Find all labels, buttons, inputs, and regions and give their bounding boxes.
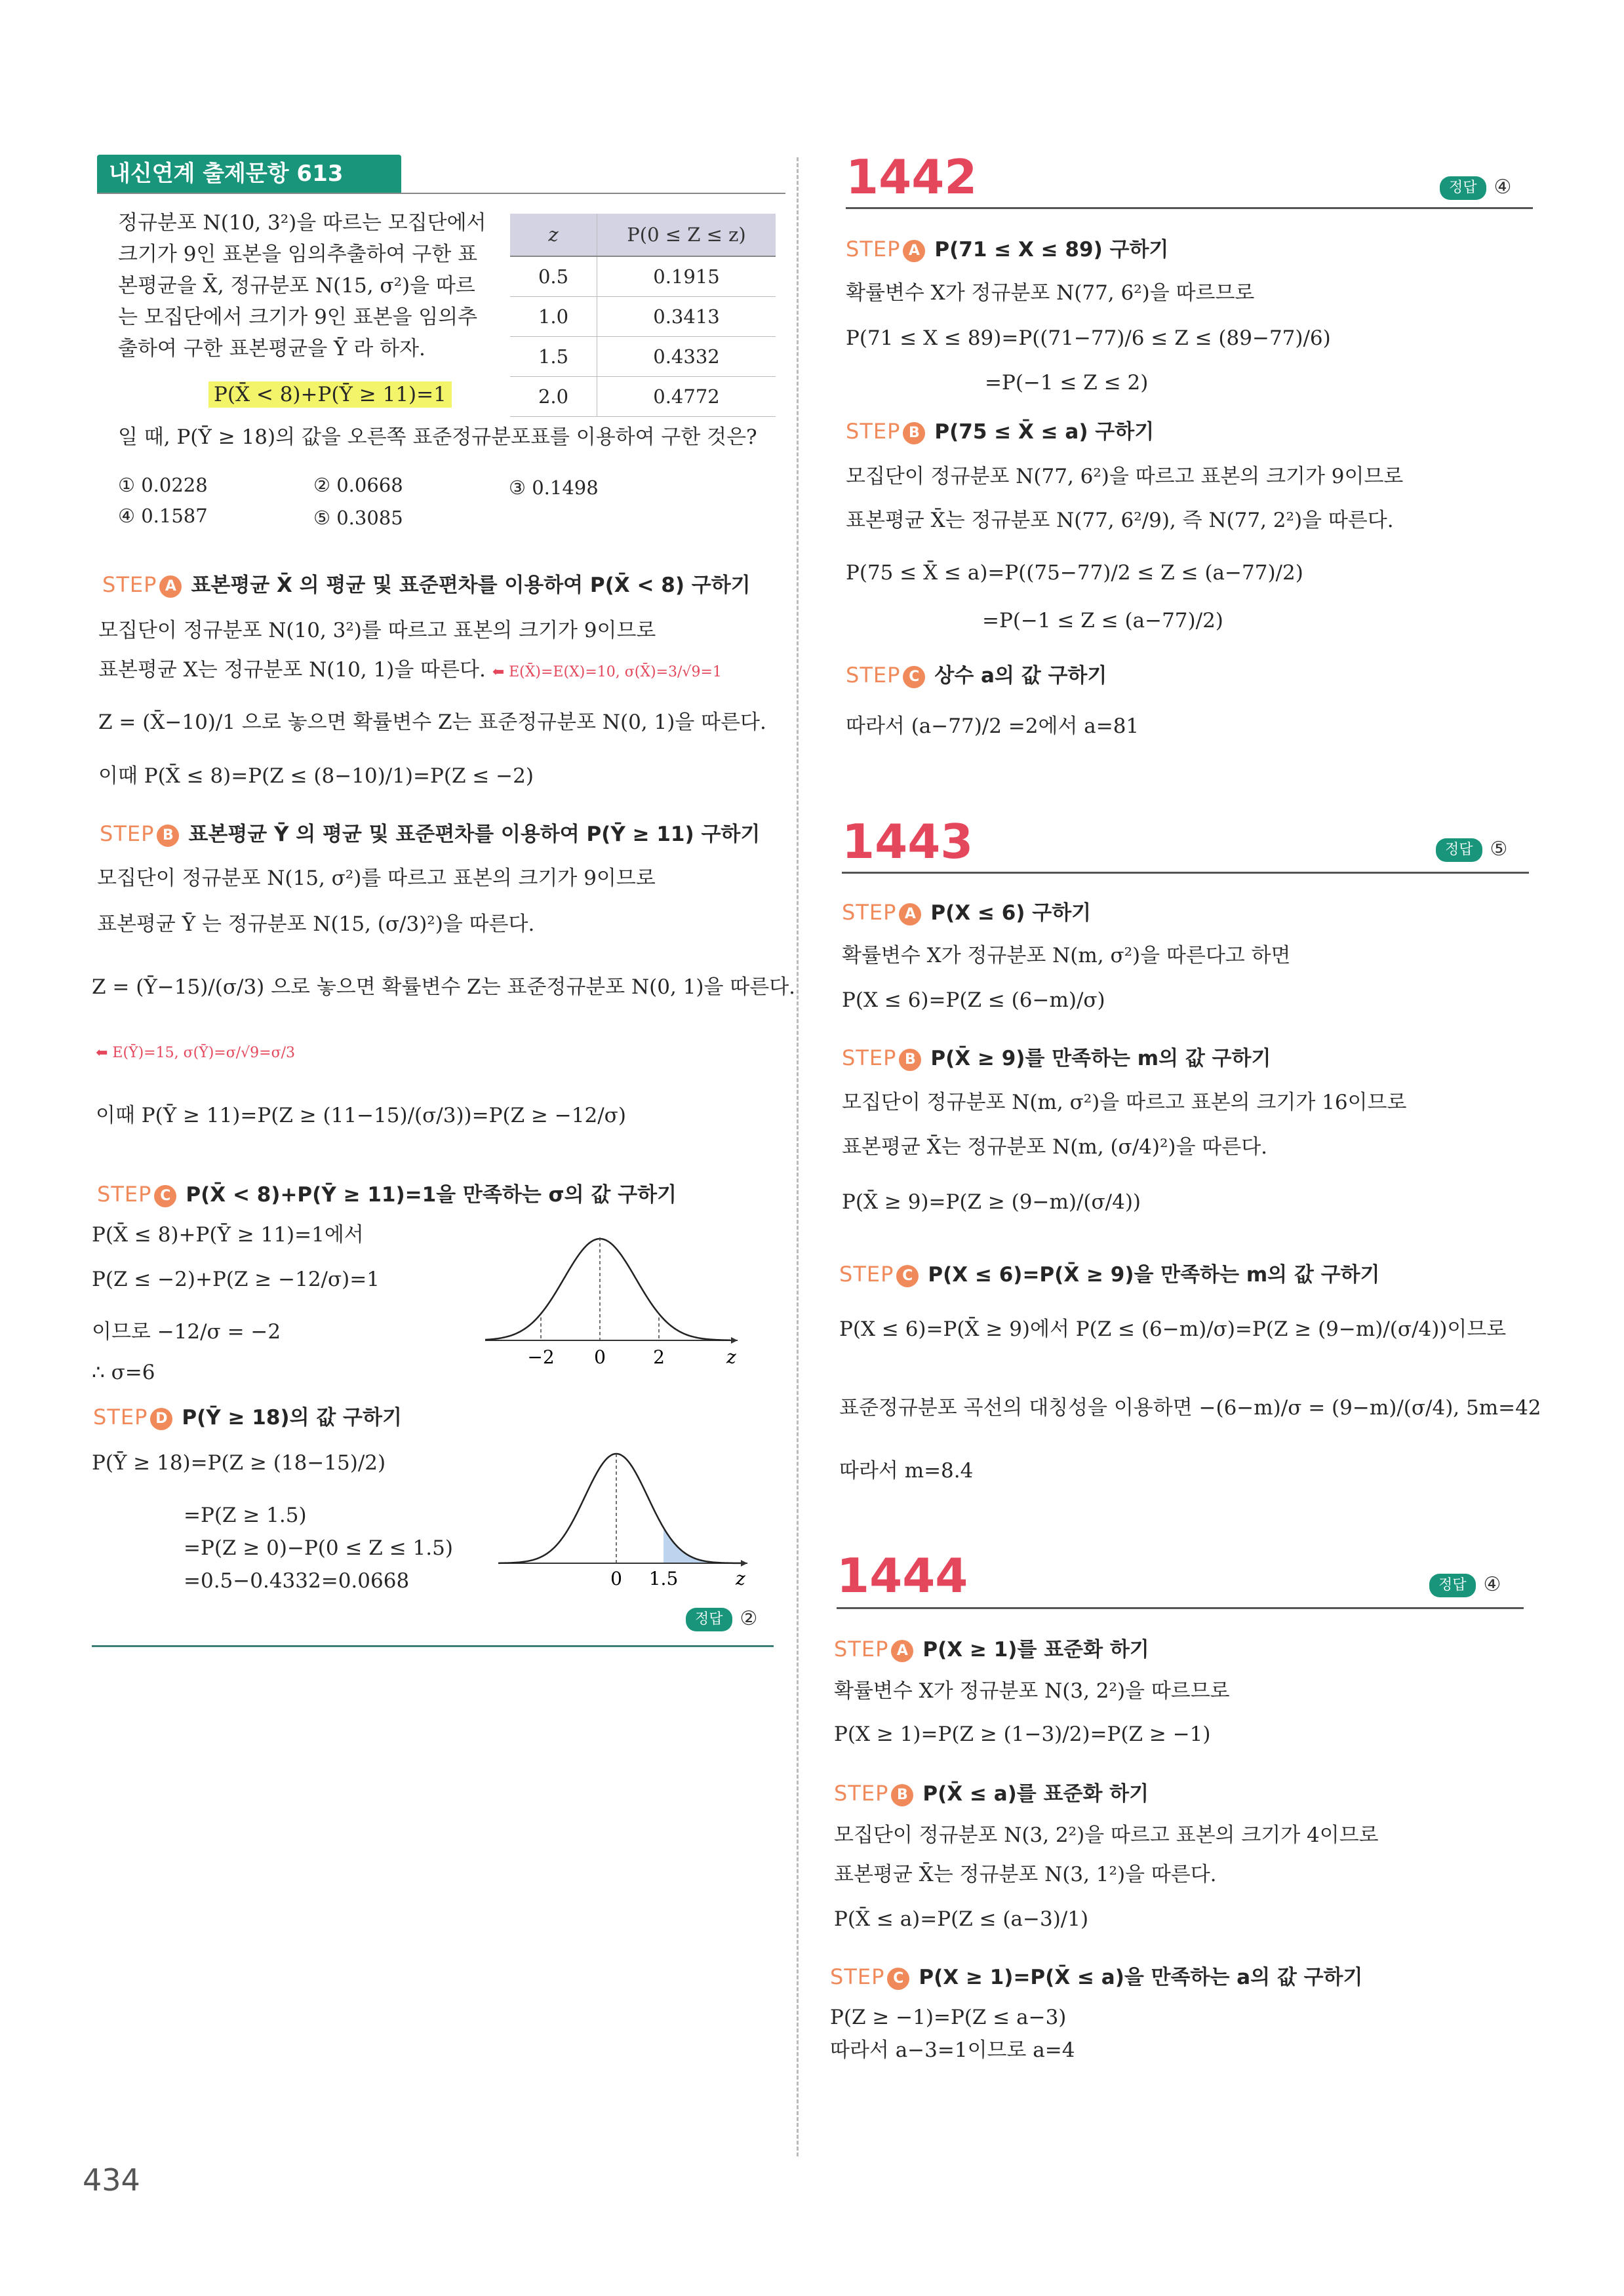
step-letter-icon: C [154,1185,176,1207]
problem-rule [846,207,1533,209]
solution-line: 확률변수 X가 정규분포 N(3, 2²)을 따르므로 [834,1679,1230,1703]
step-label: STEP [846,419,901,444]
solution-line: =P(−1 ≤ Z ≤ 2) [985,371,1149,395]
condition-highlight: P(X̄ < 8)+P(Ȳ ≥ 11)=1 [208,381,452,408]
solution-line: 표준정규분포 곡선의 대칭성을 이용하면 −(6−m)/σ = (9−m)/(σ/4), 5m=42 [839,1396,1541,1420]
solution-line: Z = (X̄−10)/1 으로 놓으면 확률변수 Z는 표준정규분포 N(0, 1)을 따른다. [98,710,766,734]
problem-line: 정규분포 N(10, 3²)을 따르는 모집단에서 [118,211,486,235]
normal-curve-graph-2 [492,1442,761,1593]
page-number: 434 [83,2162,140,2198]
step-letter-icon: B [899,1049,921,1071]
step-title: P(X ≥ 1)=P(X̄ ≤ a)을 만족하는 a의 값 구하기 [919,1966,1363,1989]
axis-label: 1.5 [648,1568,679,1589]
solution-line: P(Ȳ ≥ 18)=P(Z ≥ (18−15)/2) [92,1451,386,1475]
axis-label: 2 [653,1346,665,1368]
step-b-heading [846,417,1154,446]
answer-badge: 정답 [686,1608,732,1631]
solution-text: 표본평균 X는 정규분포 N(10, 1)을 따른다. [98,658,486,682]
solution-line: P(Z ≤ −2)+P(Z ≥ −12/σ)=1 [92,1268,380,1291]
z-table-header [510,214,776,256]
axis-label: −2 [527,1346,555,1368]
step-label: STEP [842,900,897,925]
solution-line: P(X̄ ≤ a)=P(Z ≤ (a−3)/1) [834,1907,1089,1931]
problem-number-1442: 1442 [846,149,978,204]
column-divider [797,157,799,2156]
solution-line: =P(Z ≥ 1.5) [184,1504,307,1527]
problem-line: 출하여 구한 표본평균을 Ȳ 라 하자. [118,337,426,360]
step-c-heading [846,661,1107,690]
step-b-heading [842,1043,1271,1073]
z-table-cell: 0.3413 [597,297,776,337]
step-c-heading [839,1260,1379,1289]
answer-badge: 정답 [1436,838,1482,862]
answer-badge: 정답 [1440,176,1486,200]
solution-line: 이때 P(X̄ ≤ 8)=P(Z ≤ (8−10)/1)=P(Z ≤ −2) [98,764,534,788]
solution-line: P(X̄ ≤ 8)+P(Ȳ ≥ 11)=1에서 [92,1223,364,1247]
z-table-header-cell: z [510,214,597,256]
answer-value: ④ [1494,176,1512,199]
z-table-cell: 1.0 [510,297,597,337]
problem-number-1444: 1444 [837,1548,968,1603]
answer-1443 [1436,836,1507,863]
axis-label: z [736,1568,745,1589]
step-label: STEP [842,1045,897,1070]
answer-value: ② [740,1607,758,1630]
solution-line: P(71 ≤ X ≤ 89)=P((71−77)/6 ≤ Z ≤ (89−77)/6) [846,326,1331,350]
choice-3[interactable]: ③ 0.1498 [509,477,599,499]
axis-label: z [726,1346,736,1368]
step-title: P(X̄ ≤ a)를 표준화 하기 [922,1782,1149,1806]
problem-line: 는 모집단에서 크기가 9인 표본을 임의추 [118,305,478,329]
z-table-cell: 0.5 [510,256,597,297]
z-table-cell: 0.4332 [597,337,776,377]
choice-1[interactable]: ① 0.0228 [118,474,208,496]
axis-arrow-icon [731,1337,738,1344]
step-title: P(Ȳ ≥ 18)의 값 구하기 [182,1406,402,1430]
solution-line: 모집단이 정규분포 N(15, σ²)를 따르고 표본의 크기가 9이므로 [97,866,656,890]
step-a-heading [846,235,1168,264]
step-letter-icon: A [903,240,925,262]
normal-curve [485,1239,730,1340]
z-table-header-cell: P(0 ≤ Z ≤ z) [597,214,776,256]
step-label: STEP [834,1781,889,1806]
solution-line: =0.5−0.4332=0.0668 [184,1569,410,1593]
step-a-heading [842,898,1091,927]
solution-line: 모집단이 정규분포 N(77, 6²)을 따르고 표본의 크기가 9이므로 [846,465,1404,488]
step-title: P(75 ≤ X̄ ≤ a) 구하기 [934,420,1155,444]
step-title: P(X ≤ 6)=P(X̄ ≥ 9)을 만족하는 m의 값 구하기 [928,1263,1380,1287]
solution-line: 이때 P(Ȳ ≥ 11)=P(Z ≥ (11−15)/(σ/3))=P(Z ≥ −12/σ) [96,1104,626,1127]
step-label: STEP [839,1262,894,1287]
step-title: P(X̄ ≥ 9)를 만족하는 m의 값 구하기 [930,1047,1271,1070]
normal-curve-graph-1 [479,1232,754,1376]
step-title: P(X̄ < 8)+P(Ȳ ≥ 11)=1을 만족하는 σ의 값 구하기 [186,1183,677,1207]
step-a-heading [834,1635,1149,1664]
shaded-area [663,1528,741,1563]
step-label: STEP [100,821,155,846]
solution-line: 확률변수 X가 정규분포 N(m, σ²)을 따른다고 하면 [842,944,1291,967]
step-letter-icon: B [891,1784,913,1806]
problem-rule [842,872,1529,874]
step-letter-icon: B [903,422,925,444]
step-label: STEP [102,572,157,597]
step-title: 상수 a의 값 구하기 [934,664,1107,688]
solution-line: P(Z ≥ −1)=P(Z ≤ a−3) [830,2006,1067,2029]
side-note: ⬅ E(Ȳ)=15, σ(Ȳ)=σ/√9=σ/3 [96,1045,296,1061]
z-table-cell: 1.5 [510,337,597,377]
solution-line: 모집단이 정규분포 N(3, 2²)을 따르고 표본의 크기가 4이므로 [834,1823,1379,1847]
solution-line: ∴ σ=6 [92,1361,155,1384]
problem-condition [208,380,452,409]
choice-4[interactable]: ④ 0.1587 [118,505,208,527]
step-label: STEP [97,1182,152,1207]
choice-2[interactable]: ② 0.0668 [313,474,403,496]
normal-curve [498,1454,741,1563]
answer-value: ⑤ [1490,838,1508,861]
problem-number-1443: 1443 [842,814,974,869]
step-letter-icon: A [899,903,921,925]
source-badge-text: 내신연계 출제문항 613 [109,161,344,187]
answer-value: ④ [1483,1573,1501,1596]
step-title: P(X ≤ 6) 구하기 [930,901,1092,925]
problem-line: 본평균을 X̄, 정규분포 N(15, σ²)을 따르 [118,274,475,298]
z-table-row [510,256,776,297]
section-end-rule [92,1645,774,1647]
step-a-heading [102,570,751,600]
solution-line: 표본평균 X̄는 정규분포 N(3, 1²)을 따른다. [834,1863,1217,1886]
solution-line: P(X ≤ 6)=P(X̄ ≥ 9)에서 P(Z ≤ (6−m)/σ)=P(Z ≥ (9−m)/(σ/4))이므로 [839,1317,1507,1341]
step-b-heading [834,1779,1149,1808]
z-table-row [510,377,776,417]
solution-line: 표본평균 Ȳ 는 정규분포 N(15, (σ/3)²)을 따른다. [97,912,535,936]
step-label: STEP [846,663,901,688]
solution-line: P(X ≤ 6)=P(Z ≤ (6−m)/σ) [842,988,1105,1012]
step-label: STEP [830,1964,885,1989]
solution-line: Z = (Ȳ−15)/(σ/3) 으로 놓으면 확률변수 Z는 표준정규분포 N(0, 1)을 따른다. [92,975,796,999]
answer-badge: 정답 [1429,1574,1476,1597]
z-table [510,214,776,417]
choice-5[interactable]: ⑤ 0.3085 [313,507,403,529]
solution-line: P(X ≥ 1)=P(Z ≥ (1−3)/2)=P(Z ≥ −1) [834,1722,1211,1746]
step-b-heading [100,819,760,849]
axis-label: 0 [610,1568,622,1589]
step-title: P(71 ≤ X ≤ 89) 구하기 [934,238,1169,262]
axis-arrow-icon [741,1560,747,1566]
answer-1444 [1429,1572,1501,1598]
solution-line [98,655,722,687]
solution-line: =P(−1 ≤ Z ≤ (a−77)/2) [982,609,1223,632]
step-title: 표본평균 Ȳ 의 평균 및 표준편차를 이용하여 P(Ȳ ≥ 11) 구하기 [188,823,761,846]
step-label: STEP [93,1405,148,1430]
solution-line: 이므로 −12/σ = −2 [92,1320,281,1344]
solution-line: 확률변수 X가 정규분포 N(77, 6²)을 따르므로 [846,281,1255,305]
problem-rule [837,1607,1524,1609]
axis-label: 0 [594,1346,606,1368]
solution-line: 표본평균 X̄는 정규분포 N(m, (σ/4)²)을 따른다. [842,1135,1267,1159]
step-letter-icon: C [887,1968,909,1990]
solution-line: P(X̄ ≥ 9)=P(Z ≥ (9−m)/(σ/4)) [842,1190,1141,1214]
z-table-cell: 2.0 [510,377,597,417]
solution-line: 모집단이 정규분포 N(10, 3²)를 따르고 표본의 크기가 9이므로 [98,619,656,642]
step-d-heading [93,1403,402,1432]
solution-line: 표본평균 X̄는 정규분포 N(77, 6²/9), 즉 N(77, 2²)을 따른다. [846,509,1394,532]
answer-left [686,1606,757,1632]
side-note: ⬅ E(X̄)=E(X)=10, σ(X̄)=3/√9=1 [492,664,722,680]
step-title: 표본평균 X̄ 의 평균 및 표준편차를 이용하여 P(X̄ < 8) 구하기 [191,574,751,597]
step-letter-icon: A [159,575,182,598]
solution-line: 모집단이 정규분포 N(m, σ²)을 따르고 표본의 크기가 16이므로 [842,1091,1407,1114]
step-label: STEP [834,1637,889,1662]
step-letter-icon: D [150,1408,172,1430]
header-rule-left [97,193,785,194]
step-label: STEP [846,237,901,262]
step-title: P(X ≥ 1)를 표준화 하기 [922,1638,1149,1662]
solution-line: 따라서 a−3=1이므로 a=4 [830,2038,1075,2062]
solution-line: =P(Z ≥ 0)−P(0 ≤ Z ≤ 1.5) [184,1536,453,1560]
solution-line: 따라서 m=8.4 [839,1459,974,1483]
problem-line: 크기가 9인 표본을 임의추출하여 구한 표 [118,243,478,266]
z-table-cell: 0.4772 [597,377,776,417]
z-table-row [510,337,776,377]
step-letter-icon: A [891,1640,913,1662]
step-letter-icon: C [903,666,925,688]
solution-line: P(75 ≤ X̄ ≤ a)=P((75−77)/2 ≤ Z ≤ (a−77)/2) [846,561,1303,585]
step-c-heading [97,1180,677,1209]
z-table-wrap [510,214,776,417]
z-table-row [510,297,776,337]
step-letter-icon: B [157,825,179,847]
problem-question: 일 때, P(Ȳ ≥ 18)의 값을 오른쪽 표준정규분포표를 이용하여 구한 것은? [118,425,757,449]
step-c-heading [830,1962,1362,1992]
step-letter-icon: C [896,1265,919,1287]
z-table-cell: 0.1915 [597,256,776,297]
solution-line: 따라서 (a−77)/2 =2에서 a=81 [846,714,1139,738]
answer-1442 [1440,174,1511,201]
